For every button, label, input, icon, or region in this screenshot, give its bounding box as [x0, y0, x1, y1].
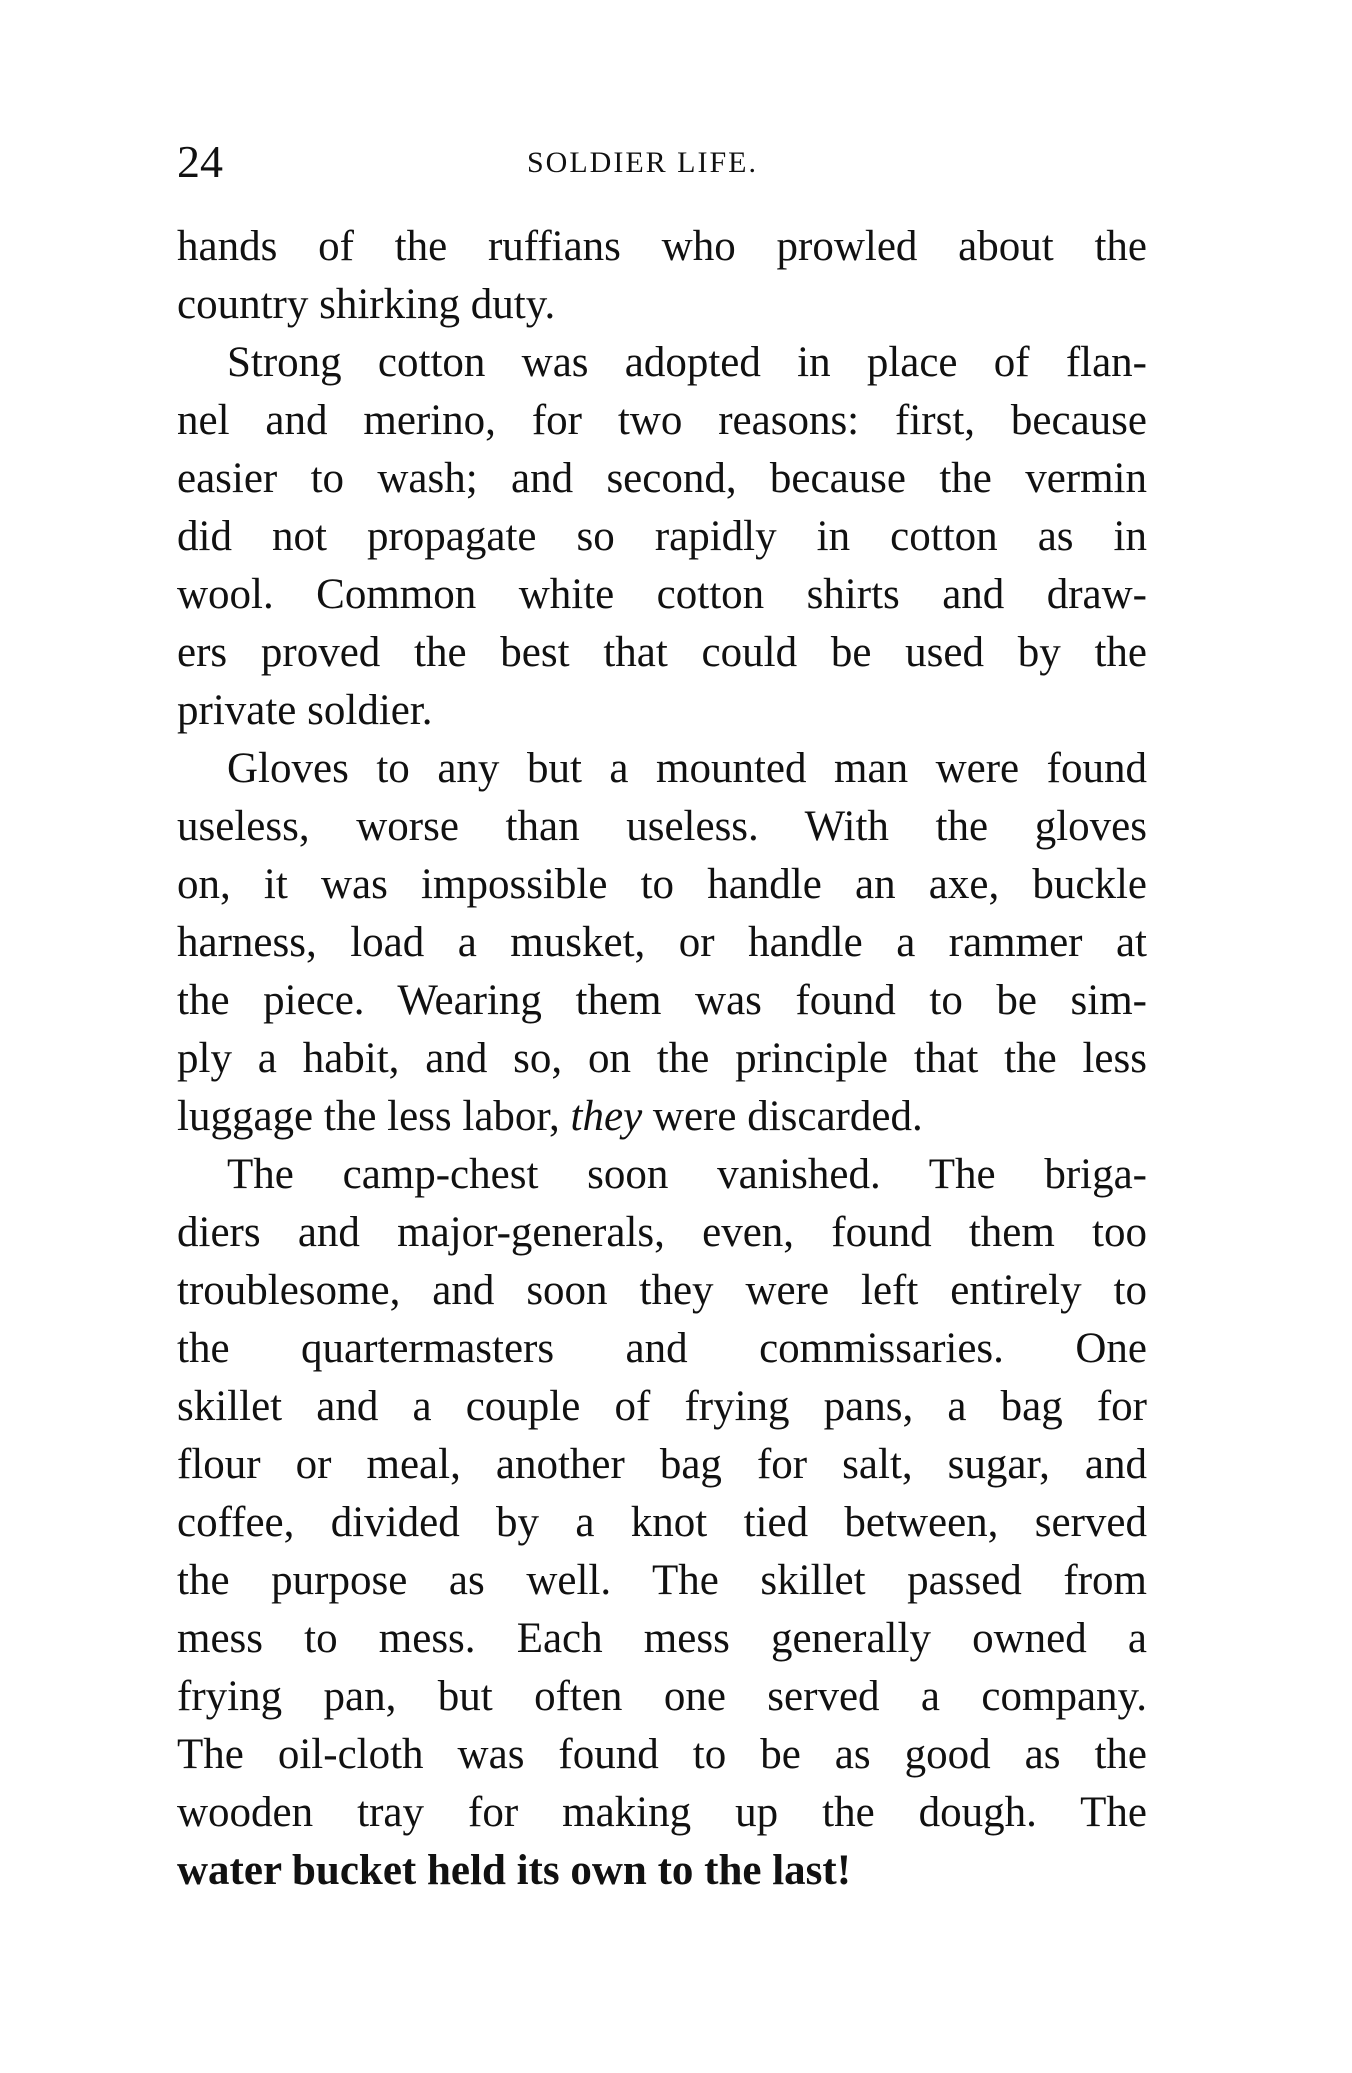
page-number: 24 [177, 136, 223, 187]
text-line: the piece. Wearing them was found to be sim- [177, 977, 1147, 1024]
text-line: The oil-cloth was found to be as good as the [177, 1731, 1147, 1778]
text-segment: were discarded. [652, 1093, 923, 1140]
text-line: easier to wash; and second, because the vermin [177, 455, 1147, 502]
page-header [177, 132, 1177, 192]
paragraph-start-line: Gloves to any but a mounted man were found [227, 745, 1147, 792]
text-line: private soldier. [177, 687, 433, 734]
text-segment: luggage the less labor, [177, 1093, 560, 1140]
text-line: hands of the ruffians who prowled about the [177, 223, 1147, 270]
text-line: the purpose as well. The skillet passed from [177, 1557, 1147, 1604]
italic-word: they [570, 1093, 643, 1140]
text-line: coffee, divided by a knot tied between, served [177, 1499, 1147, 1546]
text-line: harness, load a musket, or handle a rammer at [177, 919, 1147, 966]
paragraph-start-line: Strong cotton was adopted in place of flan- [227, 339, 1147, 386]
text-line: diers and major-generals, even, found them too [177, 1209, 1147, 1256]
text-line: mess to mess. Each mess generally owned a [177, 1615, 1147, 1662]
text-line: nel and merino, for two reasons: first, because [177, 397, 1147, 444]
text-line: did not propagate so rapidly in cotton as in [177, 513, 1147, 560]
text-line: wool. Common white cotton shirts and draw- [177, 571, 1147, 618]
text-line: ers proved the best that could be used by the [177, 629, 1147, 676]
text-line: ply a habit, and so, on the principle that the less [177, 1035, 1147, 1082]
text-line: troublesome, and soon they were left entirely to [177, 1267, 1147, 1314]
body-text [177, 218, 1147, 1900]
text-line: frying pan, but often one served a company. [177, 1673, 1147, 1720]
final-line: water bucket held its own to the last! [177, 1847, 852, 1894]
text-line: flour or meal, another bag for salt, sugar, and [177, 1441, 1147, 1488]
text-line: the quartermasters and commissaries. One [177, 1325, 1147, 1372]
text-line: country shirking duty. [177, 281, 556, 328]
paragraph-start-line: The camp-chest soon vanished. The briga- [227, 1151, 1147, 1198]
running-head: SOLDIER LIFE. [527, 146, 758, 179]
text-line: wooden tray for making up the dough. The [177, 1789, 1147, 1836]
text-line: skillet and a couple of frying pans, a bag for [177, 1383, 1147, 1430]
text-line: useless, worse than useless. With the gloves [177, 803, 1147, 850]
text-line: on, it was impossible to handle an axe, buckle [177, 861, 1147, 908]
text-line-with-italic [177, 1088, 1147, 1146]
